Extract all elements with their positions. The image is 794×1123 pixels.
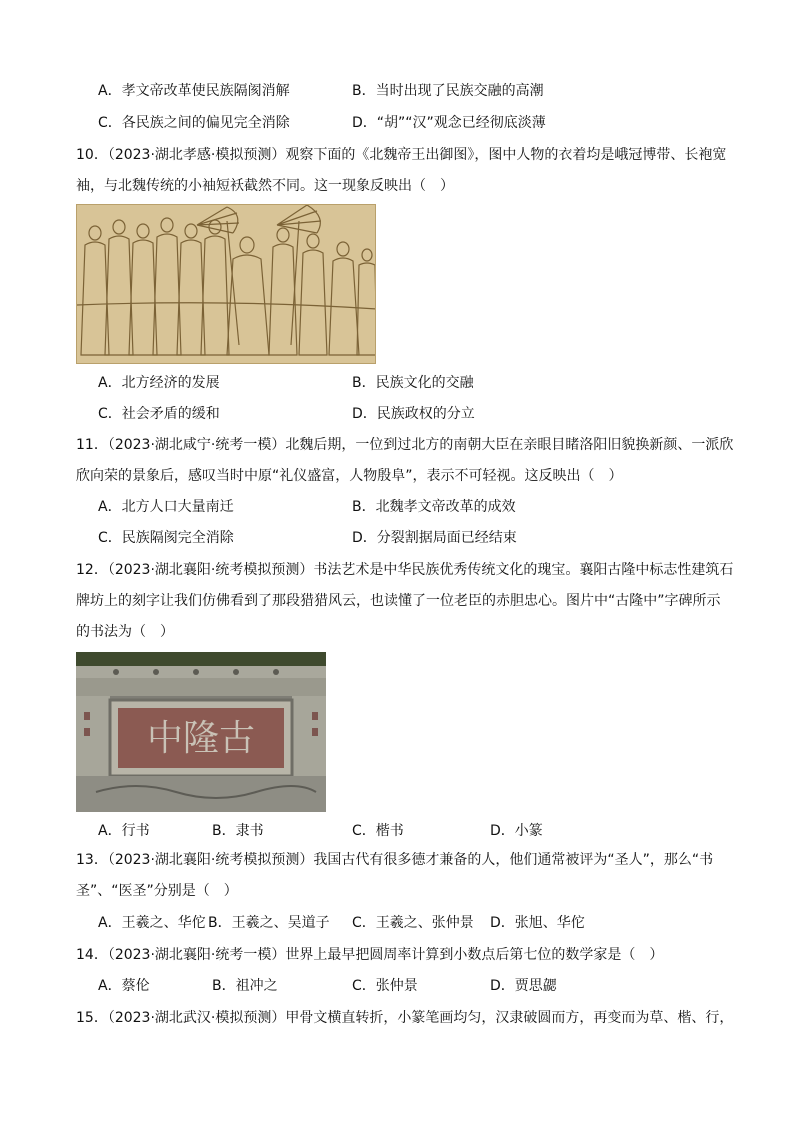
gulongzhong-stone-plaque-image (76, 652, 326, 812)
q12-stem (76, 555, 736, 648)
q11-stem (76, 430, 736, 492)
q9-option-c[interactable]: C．各民族之间的偏见完全消除 (98, 115, 290, 131)
q11-option-b[interactable]: B．北魏孝文帝改革的成效 (352, 499, 516, 515)
q11-stem-line1: 11．（2023·湖北咸宁·统考一模）北魏后期，一位到过北方的南朝大臣在亲眼目睹洛阳旧貌换新颜、一派欣 (76, 437, 734, 453)
q14-stem (76, 940, 736, 971)
q9-option-b[interactable]: B．当时出现了民族交融的高潮 (352, 83, 544, 99)
q10-option-c[interactable]: C．社会矛盾的缓和 (98, 406, 220, 422)
plaque-characters: 中隆古 (146, 718, 256, 759)
q12-option-b[interactable]: B．隶书 (212, 823, 264, 839)
q12-option-d[interactable]: D．小篆 (490, 823, 543, 839)
northern-wei-emperor-procession-image (76, 204, 376, 364)
q13-option-d[interactable]: D．张旭、华佗 (490, 915, 585, 931)
q12-stem-line2: 牌坊上的刻字让我们仿佛看到了那段猎猎风云，也读懂了一位老臣的赤胆忠心。图片中“古隆中”字碑所示 (76, 593, 721, 609)
q10-option-d[interactable]: D．民族政权的分立 (352, 406, 475, 422)
q9-option-d[interactable]: D．“胡”“汉”观念已经彻底淡薄 (352, 115, 546, 131)
q14-option-b[interactable]: B．祖冲之 (212, 978, 278, 994)
q10-stem-line2: 袖，与北魏传统的小袖短袄截然不同。这一现象反映出（ ） (76, 178, 454, 194)
q14-option-d[interactable]: D．贾思勰 (490, 978, 557, 994)
q14-option-c[interactable]: C．张仲景 (352, 978, 418, 994)
q13-stem (76, 845, 736, 907)
q13-stem-line2: 圣”、“医圣”分别是（ ） (76, 883, 238, 899)
q12-option-c[interactable]: C．楷书 (352, 823, 404, 839)
q10-option-b[interactable]: B．民族文化的交融 (352, 375, 474, 391)
q12-option-a[interactable]: A．行书 (98, 823, 150, 839)
q15-stem-line1: 15．（2023·湖北武汉·模拟预测）甲骨文横直转折，小篆笔画均匀，汉隶破圆而方，再变而为草、楷、行， (76, 1010, 734, 1026)
q10-stem-line1: 10．（2023·湖北孝感·模拟预测）观察下面的《北魏帝王出御图》，图中人物的衣着均是峨冠博带、长袍宽 (76, 147, 727, 163)
q12-stem-line1: 12．（2023·湖北襄阳·统考模拟预测）书法艺术是中华民族优秀传统文化的瑰宝。襄阳古隆中标志性建筑石 (76, 562, 734, 578)
q13-option-b[interactable]: B．王羲之、吴道子 (208, 915, 330, 931)
q9-option-a[interactable]: A．孝文帝改革使民族隔阂消解 (98, 83, 290, 99)
q12-stem-line3: 的书法为（ ） (76, 624, 174, 640)
q13-stem-line1: 13．（2023·湖北襄阳·统考模拟预测）我国古代有很多德才兼备的人，他们通常被评为“圣人”，那么“书 (76, 852, 714, 868)
q11-stem-line2: 欣向荣的景象后，感叹当时中原“礼仪盛富，人物殷阜”，表示不可轻视。这反映出（ ） (76, 468, 623, 484)
q10-stem (76, 140, 736, 202)
q11-option-d[interactable]: D．分裂割据局面已经结束 (352, 530, 517, 546)
q15-stem (76, 1003, 736, 1034)
q11-option-c[interactable]: C．民族隔阂完全消除 (98, 530, 234, 546)
q13-option-a[interactable]: A．王羲之、华佗 (98, 915, 206, 931)
q10-option-a[interactable]: A．北方经济的发展 (98, 375, 220, 391)
q11-option-a[interactable]: A．北方人口大量南迁 (98, 499, 234, 515)
q14-option-a[interactable]: A．蔡伦 (98, 978, 150, 994)
q14-stem-line1: 14．（2023·湖北襄阳·统考一模）世界上最早把圆周率计算到小数点后第七位的数学家是（ ） (76, 947, 664, 963)
q13-option-c[interactable]: C．王羲之、张仲景 (352, 915, 474, 931)
